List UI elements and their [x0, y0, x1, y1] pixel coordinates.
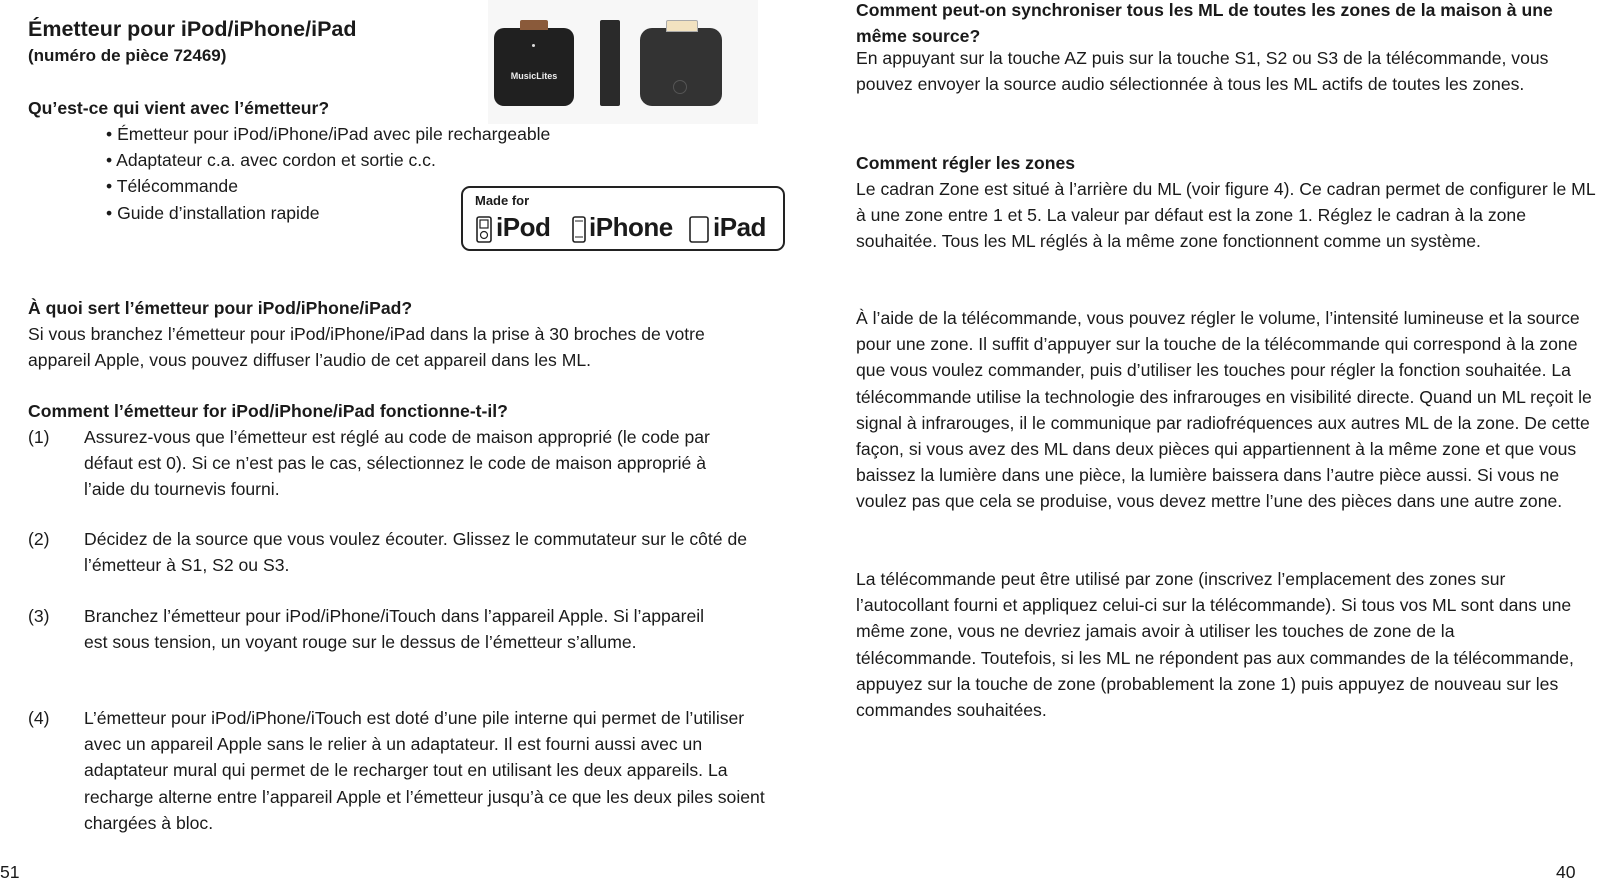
- right-page: [856, 0, 1596, 881]
- purpose-text: Si vous branchez l’émetteur pour iPod/iPhone/iPad dans la prise à 30 broches de votre appareil Apple, vous pouvez diffuser l’audio de cet appareil dans les ML.: [28, 324, 705, 371]
- zones-heading: Comment régler les zones: [856, 153, 1076, 173]
- step-number: (3): [28, 606, 50, 626]
- list-item: • Émetteur pour iPod/iPhone/iPad avec pile rechargeable: [106, 121, 550, 147]
- step-text: L’émetteur pour iPod/iPhone/iTouch est doté d’une pile interne qui permet de l’utiliser avec un appareil Apple sans le relier à un adaptateur. Il est fourni aussi avec un adaptateur mural qui permet de le recharger tout en utilisant les deux appareils. La recharge alterne entre l’appareil Apple et l’émetteur jusqu’à ce que les deux piles soient chargées à bloc.: [84, 708, 765, 833]
- step-number: (1): [28, 427, 50, 447]
- step-number: (2): [28, 529, 50, 549]
- transmitter-device: [494, 28, 574, 106]
- step-number: (4): [28, 708, 50, 728]
- transmitter-back-view: [640, 28, 722, 106]
- brand-logo: MusicLites: [510, 71, 558, 81]
- sync-heading: Comment peut-on synchroniser tous les ML de toutes les zones de la maison à une même source?: [856, 0, 1553, 47]
- list-item: • Télécommande: [106, 173, 550, 199]
- page-number-right: 40: [1556, 862, 1576, 882]
- remote-text: À l’aide de la télécommande, vous pouvez régler le volume, l’intensité lumineuse et la source pour une zone. Il suffit d’appuyer sur la touche de la télécommande qui correspond à la zone que vous voulez commander, puis d’utiliser les touches pour régler la fonction souhaitée. La télécommande utilise la technologie des infrarouges en visibilité directe. Quand un ML reçoit le signal à infrarouges, il le communique par radiofréquences aux autres ML de la zone. De cette façon, si vous avez des ML dans deux pièces qui appartiennent à la même zone et que vous baissez la lumière dans une pièce, la lumière baissera dans l’autre pièce aussi. Si vous ne voulez pas que cela se produise, vous devez mettre l’une des pièces dans une autre zone.: [856, 308, 1592, 512]
- step-text: Décidez de la source que vous voulez écouter. Glissez le commutateur sur le côté de l’émetteur à S1, S2 ou S3.: [84, 529, 748, 576]
- step-text: Assurez-vous que l’émetteur est réglé au code de maison approprié (le code par défaut est 0). Si ce n’est pas le cas, sélectionnez le code de maison approprié à l’aide du tournevis fourni.: [84, 427, 710, 500]
- ipod-icon: [476, 216, 492, 243]
- ipod-label: iPod: [496, 212, 551, 242]
- step-text: Branchez l’émetteur pour iPod/iPhone/iTouch dans l’appareil Apple. Si l’appareil est sous tension, un voyant rouge sur le dessus de l’émetteur s’allume.: [84, 606, 705, 653]
- transmitter-side-view: [600, 20, 620, 106]
- ipad-label: iPad: [713, 212, 766, 242]
- sync-text: En appuyant sur la touche AZ puis sur la touche S1, S2 ou S3 de la télécommande, vous pouvez envoyer la source audio sélectionnée à tous les ML actifs de toutes les zones.: [856, 48, 1549, 95]
- purpose-heading: À quoi sert l’émetteur pour iPod/iPhone/iPad?: [28, 298, 413, 318]
- made-for-badge: [461, 186, 785, 251]
- page-number-left: 51: [0, 862, 20, 882]
- iphone-label: iPhone: [589, 212, 673, 242]
- left-page: [0, 0, 788, 882]
- per-zone-text: La télécommande peut être utilisé par zone (inscrivez l’emplacement des zones sur l’autocollant fourni et appliquez celui-ci sur la télécommande). Si tous vos ML sont dans une même zone, vous ne devriez jamais avoir à utiliser les touches de zone de la télécommande. Toutefois, si les ML ne répondent pas aux commandes de la télécommande, appuyez sur la touche de zone (probablement la zone 1) puis appuyez de nouveau sur les commandes souhaitées.: [856, 569, 1574, 721]
- whats-included-heading: Qu’est-ce qui vient avec l’émetteur?: [28, 98, 330, 118]
- zones-text: Le cadran Zone est situé à l’arrière du ML (voir figure 4). Ce cadran permet de configurer le ML à une zone entre 1 et 5. La valeur par défaut est la zone 1. Réglez le cadran à la zone souhaitée. Tous les ML réglés à la même zone fonctionnent comme un système.: [856, 179, 1595, 252]
- step-3: [28, 603, 788, 655]
- page-title: Émetteur pour iPod/iPhone/iPad: [28, 17, 357, 41]
- list-item: • Adaptateur c.a. avec cordon et sortie c.c.: [106, 147, 550, 173]
- made-for-label: Made for: [475, 193, 530, 208]
- product-image: [488, 0, 758, 124]
- how-heading: Comment l’émetteur for iPod/iPhone/iPad fonctionne-t-il?: [28, 401, 508, 421]
- step-1: [28, 424, 788, 503]
- list-item: • Guide d’installation rapide: [106, 200, 550, 226]
- step-2: [28, 526, 788, 578]
- iphone-icon: [572, 216, 586, 243]
- part-number: (numéro de pièce 72469): [28, 46, 227, 65]
- ipad-icon: [689, 216, 709, 243]
- step-4: [28, 705, 788, 836]
